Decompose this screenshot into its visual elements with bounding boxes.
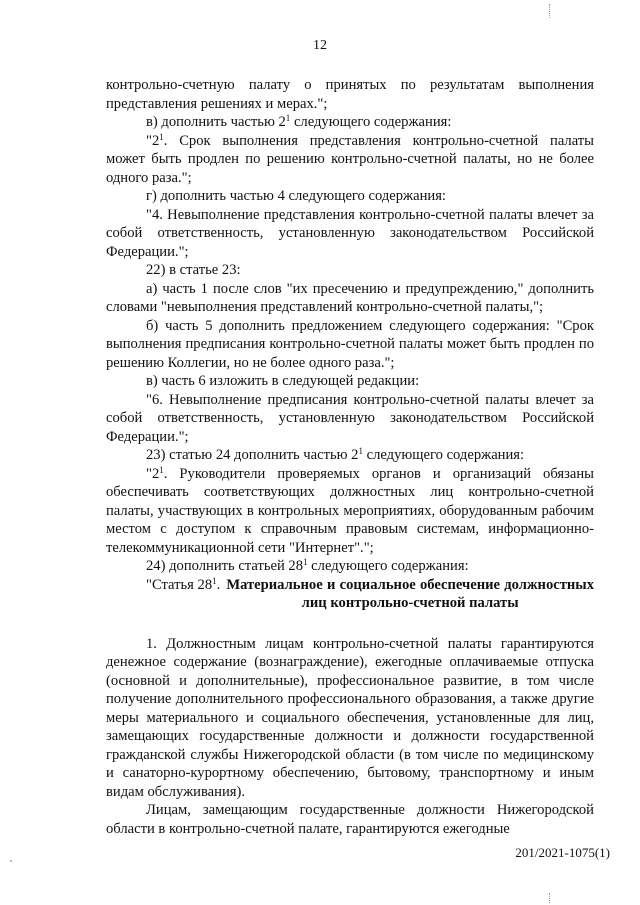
body-paragraph-0: 1. Должностным лицам контрольно-счетной палаты гарантируются денежное содержание (вознаграждение), ежегодные оплачиваемые отпуска (основной и дополнительные), профессиональное развитие, в том числе получение дополнительного профессионального образования, а также другие меры материального и социального обеспечения, установленные для лиц, замещающих государственные должности и должности государственной гражданской службы Нижегородской области (в том числе по медицинскому и санаторно-курортному обеспечению, бытовому, транспортному и иным видам обслуживания). bbox=[106, 635, 594, 800]
paragraph-5: 22) в статье 23: bbox=[146, 262, 241, 278]
article-heading bbox=[106, 576, 594, 613]
paragraph-8: в) часть 6 изложить в следующей редакции: bbox=[146, 373, 420, 389]
page-number: 12 bbox=[313, 38, 327, 53]
paragraph-4: "4. Невыполнение представления контрольно-счетной палаты влечет за собой ответственность, установленную законодательством Российской Федерации."; bbox=[106, 206, 594, 260]
paragraph-12: 24) дополнить статьей $28^1$ следующего содержания: bbox=[146, 557, 469, 574]
paragraph-11: "$2^1$. Руководители проверяемых органов и организаций обязаны обеспечивать соответствующих должностных лиц контрольно-счетной палаты, участвующих в контрольных мероприятиях, оборудованным рабочим местом с доступом к справочным правовым системам, информационно-телекоммуникационной сети "Интернет"."; bbox=[106, 464, 594, 556]
scan-mark-bottom bbox=[549, 893, 551, 903]
paragraph-2: "$2^1$. Срок выполнения представления контрольно-счетной палаты может быть продлен по решению контрольно-счетной палаты, но не более одного раза."; bbox=[106, 131, 594, 186]
paragraph-1: в) дополнить частью $2^1$ следующего содержания: bbox=[146, 113, 452, 130]
paragraph-9: "6. Невыполнение предписания контрольно-счетной палаты влечет за собой ответственность, установленную законодательством Российской Федерации."; bbox=[106, 391, 594, 445]
paragraph-3: г) дополнить частью 4 следующего содержания: bbox=[146, 188, 446, 204]
article-title: Материальное и социальное обеспечение должностных лиц контрольно-счетной палаты bbox=[226, 576, 594, 611]
paragraph-6: а) часть 1 после слов "их пресечению и предупреждению," дополнить словами "невыполнения представлений контрольно-счетной палаты,"; bbox=[106, 280, 594, 315]
paragraph-10: 23) статью 24 дополнить частью $2^1$ следующего содержания: bbox=[146, 446, 525, 463]
document-code: 201/2021-1075(1) bbox=[515, 845, 610, 860]
body-paragraph-1: Лицам, замещающим государственные должности Нижегородской области в контрольно-счетной палате, гарантируются ежегодные bbox=[106, 802, 594, 837]
paragraph-0: контрольно-счетную палату о принятых по результатам выполнения представления решениях и мерах."; bbox=[106, 77, 594, 112]
scan-mark-side bbox=[10, 860, 12, 862]
article-number: "Статья $28^1$. bbox=[146, 575, 221, 593]
document-body bbox=[106, 76, 594, 838]
scan-mark-top bbox=[549, 4, 551, 18]
paragraph-7: б) часть 5 дополнить предложением следующего содержания: "Срок выполнения предписания контрольно-счетной палаты может быть продлен по решению Коллегии, но не более одного раза."; bbox=[106, 317, 594, 371]
